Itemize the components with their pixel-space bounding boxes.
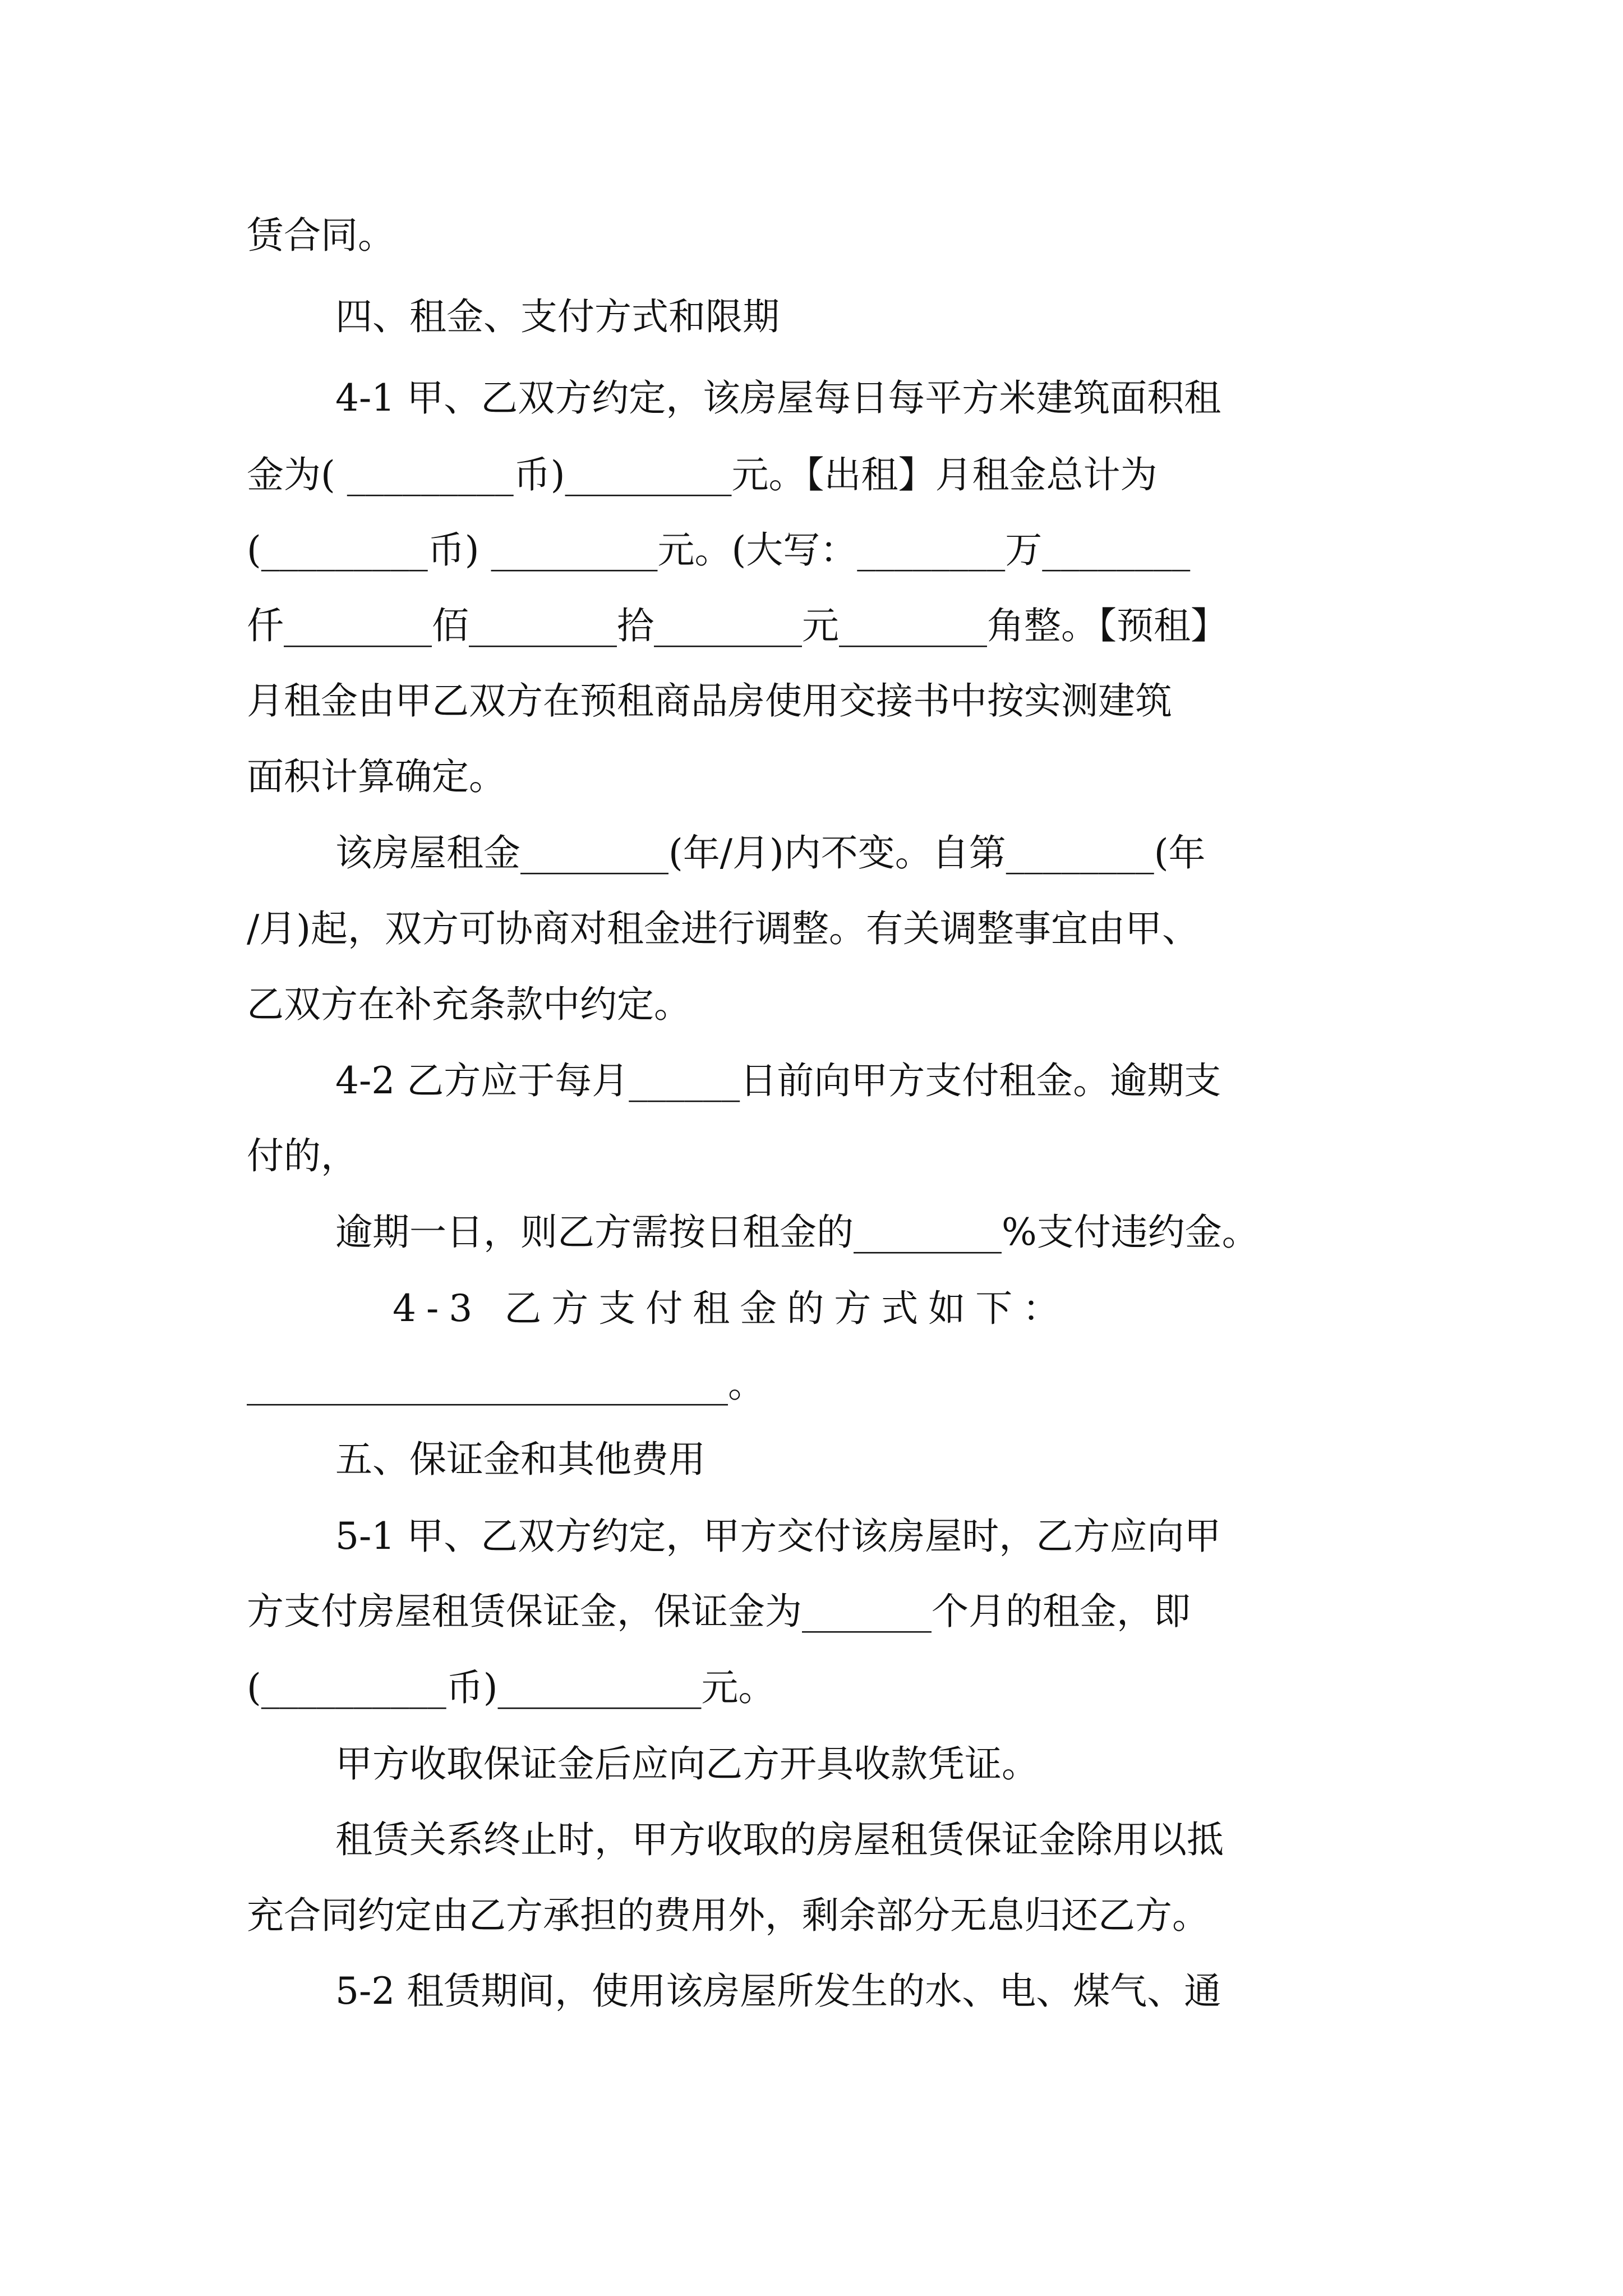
text-line: (_________币) _________元。(大写：________万________ xyxy=(247,528,1191,572)
text-line: 4-3 乙方支付租金的方式如下： xyxy=(393,1287,1070,1330)
text-line: 付的， xyxy=(247,1134,358,1177)
text-line: 方支付房屋租赁保证金，保证金为_______个月的租金，即 xyxy=(247,1590,1191,1633)
text-line: 月租金由甲乙双方在预租商品房使用交接书中按实测建筑 xyxy=(247,679,1172,723)
text-line: 4-1 甲、乙双方约定，该房屋每日每平方米建筑面积租 xyxy=(335,376,1221,420)
text-line: 充合同约定由乙方承担的费用外，剩余部分无息归还乙方。 xyxy=(247,1894,1209,1937)
text-line: 仟________佰________拾________元________角整。【预租】 xyxy=(247,604,1228,647)
text-line: 5-1 甲、乙双方约定，甲方交付该房屋时，乙方应向甲 xyxy=(335,1515,1221,1558)
section-heading: 五、保证金和其他费用 xyxy=(335,1438,706,1481)
text-line: 5-2 租赁期间，使用该房屋所发生的水、电、煤气、通 xyxy=(335,1970,1221,2013)
text-line: 该房屋租金________(年/月)内不变。自第________(年 xyxy=(335,831,1206,875)
text-line: 逾期一日，则乙方需按日租金的________%支付违约金。 xyxy=(335,1211,1259,1254)
text-line: /月)起，双方可协商对租金进行调整。有关调整事宜由甲、 xyxy=(247,907,1199,950)
text-line: __________________________。 xyxy=(247,1363,765,1406)
text-line: 租赁关系终止时，甲方收取的房屋租赁保证金除用以抵 xyxy=(335,1818,1224,1861)
text-line: (__________币)___________元。 xyxy=(247,1666,776,1709)
text-line: 赁合同。 xyxy=(247,214,395,257)
text-line: 金为( _________币)_________元。【出租】月租金总计为 xyxy=(247,453,1158,496)
text-line: 乙双方在补充条款中约定。 xyxy=(247,983,691,1026)
text-line: 甲方收取保证金后应向乙方开具收款凭证。 xyxy=(335,1742,1039,1786)
section-heading: 四、租金、支付方式和限期 xyxy=(335,295,780,338)
text-line: 4-2 乙方应于每月______日前向甲方支付租金。逾期支 xyxy=(335,1059,1221,1102)
text-line: 面积计算确定。 xyxy=(247,755,506,798)
